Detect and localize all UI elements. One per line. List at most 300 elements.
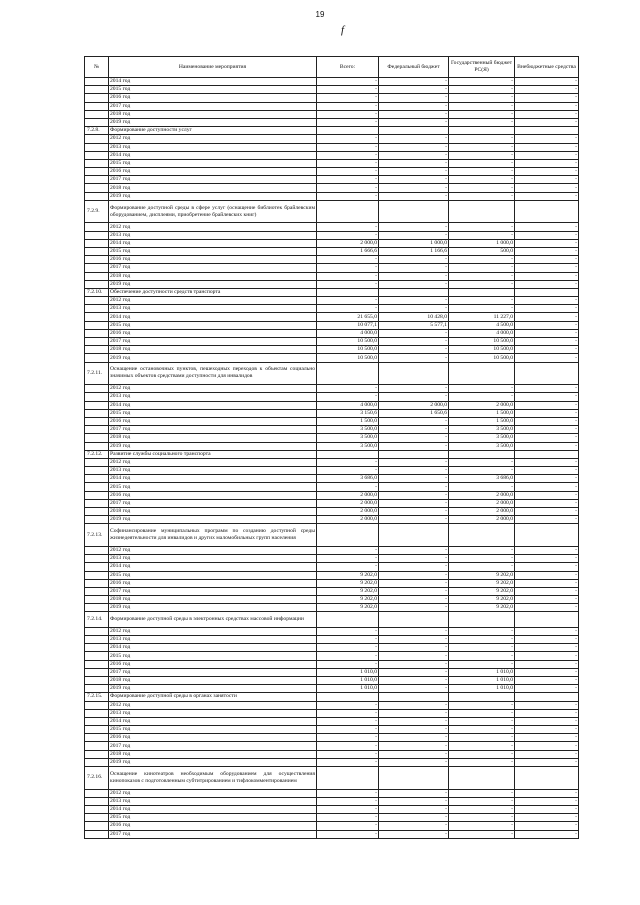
year-label: 2016 год bbox=[109, 94, 317, 102]
total-cell: - bbox=[317, 151, 379, 159]
extrabudget-cell: - bbox=[515, 192, 579, 200]
total-cell: - bbox=[317, 272, 379, 280]
table-row bbox=[85, 612, 579, 627]
state-cell: 9 202,0 bbox=[449, 579, 515, 587]
year-label: 2019 год bbox=[109, 758, 317, 766]
total-cell bbox=[317, 524, 379, 547]
total-cell: - bbox=[317, 143, 379, 151]
state-cell: - bbox=[449, 734, 515, 742]
table-row bbox=[85, 627, 579, 635]
row-number: 7.2.8. bbox=[85, 127, 109, 135]
state-cell: - bbox=[449, 822, 515, 830]
year-label: 2019 год bbox=[109, 604, 317, 612]
state-cell: - bbox=[449, 143, 515, 151]
year-label: 2016 год bbox=[109, 417, 317, 425]
federal-cell: - bbox=[379, 168, 449, 176]
state-cell: - bbox=[449, 750, 515, 758]
measure-title: Формирование доступной среды в электронных средствах массовой информации bbox=[109, 612, 317, 627]
extrabudget-cell: - bbox=[515, 797, 579, 805]
federal-cell: - bbox=[379, 758, 449, 766]
total-cell: - bbox=[317, 627, 379, 635]
row-number bbox=[85, 313, 109, 321]
year-label: 2014 год bbox=[109, 239, 317, 247]
table-row bbox=[85, 797, 579, 805]
year-label: 2014 год bbox=[109, 475, 317, 483]
extrabudget-cell: - bbox=[515, 338, 579, 346]
extrabudget-cell: - bbox=[515, 660, 579, 668]
row-number bbox=[85, 701, 109, 709]
table-row bbox=[85, 338, 579, 346]
row-number bbox=[85, 636, 109, 644]
row-number bbox=[85, 516, 109, 524]
state-cell: - bbox=[449, 789, 515, 797]
year-label: 2018 год bbox=[109, 596, 317, 604]
table-row bbox=[85, 685, 579, 693]
extrabudget-cell: - bbox=[515, 176, 579, 184]
row-number bbox=[85, 668, 109, 676]
state-cell: - bbox=[449, 483, 515, 491]
row-number bbox=[85, 830, 109, 838]
state-cell: - bbox=[449, 709, 515, 717]
total-cell: - bbox=[317, 806, 379, 814]
table-row bbox=[85, 401, 579, 409]
year-label: 2013 год bbox=[109, 231, 317, 239]
extrabudget-cell: - bbox=[515, 442, 579, 450]
total-cell: 3 500,0 bbox=[317, 434, 379, 442]
year-label: 2016 год bbox=[109, 329, 317, 337]
federal-cell: - bbox=[379, 192, 449, 200]
table-row bbox=[85, 231, 579, 239]
extrabudget-cell: - bbox=[515, 94, 579, 102]
state-cell: 1 010,0 bbox=[449, 668, 515, 676]
year-label: 2017 год bbox=[109, 176, 317, 184]
year-label: 2017 год bbox=[109, 587, 317, 595]
table-row bbox=[85, 168, 579, 176]
row-number bbox=[85, 338, 109, 346]
extrabudget-cell: - bbox=[515, 508, 579, 516]
total-cell: - bbox=[317, 231, 379, 239]
table-row bbox=[85, 426, 579, 434]
federal-cell: - bbox=[379, 151, 449, 159]
extrabudget-cell: - bbox=[515, 434, 579, 442]
state-cell: - bbox=[449, 159, 515, 167]
federal-cell: - bbox=[379, 329, 449, 337]
state-cell: - bbox=[449, 555, 515, 563]
extrabudget-cell: - bbox=[515, 546, 579, 554]
extrabudget-cell: - bbox=[515, 652, 579, 660]
total-cell: 9 202,0 bbox=[317, 571, 379, 579]
extrabudget-cell: - bbox=[515, 726, 579, 734]
year-label: 2015 год bbox=[109, 652, 317, 660]
table-row bbox=[85, 717, 579, 725]
year-label: 2013 год bbox=[109, 305, 317, 313]
table-row bbox=[85, 596, 579, 604]
total-cell: - bbox=[317, 555, 379, 563]
row-number bbox=[85, 401, 109, 409]
state-cell: - bbox=[449, 94, 515, 102]
total-cell: 9 202,0 bbox=[317, 596, 379, 604]
state-cell: 500,0 bbox=[449, 247, 515, 255]
measure-title: Развитие службы социального транспорта bbox=[109, 450, 317, 458]
total-cell: 2 000,0 bbox=[317, 508, 379, 516]
state-cell: - bbox=[449, 118, 515, 126]
table-row bbox=[85, 571, 579, 579]
row-number bbox=[85, 321, 109, 329]
year-label: 2012 год bbox=[109, 458, 317, 466]
extrabudget-cell: - bbox=[515, 491, 579, 499]
federal-cell: - bbox=[379, 491, 449, 499]
total-cell: - bbox=[317, 701, 379, 709]
table-row bbox=[85, 135, 579, 143]
table-row bbox=[85, 563, 579, 571]
total-cell: 2 000,0 bbox=[317, 239, 379, 247]
header-total: Всего: bbox=[317, 57, 379, 78]
table-row bbox=[85, 546, 579, 554]
federal-cell: - bbox=[379, 668, 449, 676]
year-label: 2015 год bbox=[109, 726, 317, 734]
row-number bbox=[85, 555, 109, 563]
row-number bbox=[85, 546, 109, 554]
row-number bbox=[85, 192, 109, 200]
table-row bbox=[85, 668, 579, 676]
state-cell: - bbox=[449, 563, 515, 571]
table-row bbox=[85, 508, 579, 516]
row-number bbox=[85, 102, 109, 110]
state-cell: - bbox=[449, 176, 515, 184]
federal-cell bbox=[379, 524, 449, 547]
year-label: 2017 год bbox=[109, 338, 317, 346]
measure-title: Формирование доступной среды в сфере услуг (оснащение библиотек брайлевским оборудованием, дисплеями, приобретение брайлевских книг) bbox=[109, 200, 317, 223]
federal-cell: - bbox=[379, 555, 449, 563]
row-number bbox=[85, 78, 109, 86]
table-row bbox=[85, 693, 579, 701]
federal-cell: - bbox=[379, 685, 449, 693]
table-row bbox=[85, 726, 579, 734]
year-label: 2019 год bbox=[109, 280, 317, 288]
header-extrabudget: Внебюджетные средства bbox=[515, 57, 579, 78]
total-cell: 3 686,0 bbox=[317, 475, 379, 483]
extrabudget-cell: - bbox=[515, 184, 579, 192]
table-row bbox=[85, 587, 579, 595]
federal-cell: 2 000,0 bbox=[379, 401, 449, 409]
total-cell: - bbox=[317, 789, 379, 797]
year-label: 2018 год bbox=[109, 434, 317, 442]
federal-cell: - bbox=[379, 417, 449, 425]
row-number bbox=[85, 247, 109, 255]
row-number bbox=[85, 652, 109, 660]
state-cell: 2 000,0 bbox=[449, 516, 515, 524]
row-number bbox=[85, 409, 109, 417]
year-label: 2019 год bbox=[109, 516, 317, 524]
state-cell: - bbox=[449, 280, 515, 288]
row-number bbox=[85, 305, 109, 313]
row-number bbox=[85, 726, 109, 734]
table-row bbox=[85, 200, 579, 223]
total-cell: 21 655,0 bbox=[317, 313, 379, 321]
state-cell: - bbox=[449, 305, 515, 313]
federal-cell bbox=[379, 612, 449, 627]
table-header-row bbox=[85, 57, 579, 78]
total-cell bbox=[317, 693, 379, 701]
state-cell: - bbox=[449, 806, 515, 814]
table-row bbox=[85, 118, 579, 126]
federal-cell: - bbox=[379, 806, 449, 814]
total-cell: - bbox=[317, 750, 379, 758]
table-row bbox=[85, 176, 579, 184]
row-number bbox=[85, 491, 109, 499]
state-cell: 1 500,0 bbox=[449, 417, 515, 425]
state-cell bbox=[449, 127, 515, 135]
year-label: 2019 год bbox=[109, 685, 317, 693]
row-number bbox=[85, 797, 109, 805]
total-cell: - bbox=[317, 168, 379, 176]
row-number: 7.2.16. bbox=[85, 767, 109, 790]
extrabudget-cell: - bbox=[515, 305, 579, 313]
year-label: 2012 год bbox=[109, 546, 317, 554]
state-cell: - bbox=[449, 636, 515, 644]
state-cell: 2 000,0 bbox=[449, 491, 515, 499]
row-number bbox=[85, 151, 109, 159]
federal-cell: - bbox=[379, 483, 449, 491]
federal-cell: 1 650,6 bbox=[379, 409, 449, 417]
row-number: 7.2.10. bbox=[85, 288, 109, 296]
total-cell: - bbox=[317, 742, 379, 750]
extrabudget-cell: - bbox=[515, 247, 579, 255]
measure-title: Оснащение кинотеатров необходимым оборудованием для осуществления кинопоказов с подготовленным субтитрированием и тифлокомментированием bbox=[109, 767, 317, 790]
table-row bbox=[85, 742, 579, 750]
row-number bbox=[85, 604, 109, 612]
table-row bbox=[85, 814, 579, 822]
row-number bbox=[85, 86, 109, 94]
table-row bbox=[85, 701, 579, 709]
total-cell: - bbox=[317, 467, 379, 475]
total-cell: 3 150,6 bbox=[317, 409, 379, 417]
row-number bbox=[85, 475, 109, 483]
table-row bbox=[85, 288, 579, 296]
federal-cell: - bbox=[379, 652, 449, 660]
total-cell: 4 000,0 bbox=[317, 401, 379, 409]
row-number bbox=[85, 508, 109, 516]
row-number bbox=[85, 94, 109, 102]
row-number bbox=[85, 750, 109, 758]
state-cell: - bbox=[449, 264, 515, 272]
row-number bbox=[85, 685, 109, 693]
total-cell: 4 000,0 bbox=[317, 329, 379, 337]
table-row bbox=[85, 409, 579, 417]
federal-cell: - bbox=[379, 563, 449, 571]
federal-cell: - bbox=[379, 385, 449, 393]
table-row bbox=[85, 247, 579, 255]
state-cell: - bbox=[449, 652, 515, 660]
year-label: 2018 год bbox=[109, 110, 317, 118]
row-number bbox=[85, 346, 109, 354]
federal-cell: - bbox=[379, 102, 449, 110]
table-row bbox=[85, 143, 579, 151]
extrabudget-cell: - bbox=[515, 297, 579, 305]
federal-cell: - bbox=[379, 571, 449, 579]
header-name: Наименование мероприятия bbox=[109, 57, 317, 78]
state-cell: 2 000,0 bbox=[449, 499, 515, 507]
year-label: 2017 год bbox=[109, 742, 317, 750]
extrabudget-cell: - bbox=[515, 555, 579, 563]
total-cell: - bbox=[317, 223, 379, 231]
row-number bbox=[85, 426, 109, 434]
extrabudget-cell: - bbox=[515, 401, 579, 409]
year-label: 2015 год bbox=[109, 321, 317, 329]
table-row bbox=[85, 767, 579, 790]
state-cell: - bbox=[449, 223, 515, 231]
total-cell: - bbox=[317, 726, 379, 734]
state-cell: - bbox=[449, 627, 515, 635]
row-number bbox=[85, 442, 109, 450]
extrabudget-cell: - bbox=[515, 231, 579, 239]
table-row bbox=[85, 579, 579, 587]
federal-cell: - bbox=[379, 458, 449, 466]
extrabudget-cell bbox=[515, 127, 579, 135]
year-label: 2013 год bbox=[109, 393, 317, 401]
row-number bbox=[85, 660, 109, 668]
state-cell: 1 000,0 bbox=[449, 239, 515, 247]
table-row bbox=[85, 239, 579, 247]
total-cell: 1 500,0 bbox=[317, 417, 379, 425]
state-cell: - bbox=[449, 644, 515, 652]
table-row bbox=[85, 94, 579, 102]
total-cell: 1 010,0 bbox=[317, 676, 379, 684]
extrabudget-cell: - bbox=[515, 354, 579, 362]
extrabudget-cell: - bbox=[515, 417, 579, 425]
row-number bbox=[85, 280, 109, 288]
table-row bbox=[85, 354, 579, 362]
extrabudget-cell: - bbox=[515, 280, 579, 288]
extrabudget-cell bbox=[515, 612, 579, 627]
federal-cell bbox=[379, 127, 449, 135]
federal-cell: - bbox=[379, 579, 449, 587]
extrabudget-cell: - bbox=[515, 604, 579, 612]
row-number bbox=[85, 483, 109, 491]
total-cell: 2 000,0 bbox=[317, 516, 379, 524]
federal-cell: - bbox=[379, 426, 449, 434]
state-cell: - bbox=[449, 660, 515, 668]
total-cell: - bbox=[317, 159, 379, 167]
federal-cell: 5 577,1 bbox=[379, 321, 449, 329]
federal-cell: - bbox=[379, 475, 449, 483]
state-cell bbox=[449, 200, 515, 223]
state-cell: - bbox=[449, 758, 515, 766]
total-cell: 3 500,0 bbox=[317, 442, 379, 450]
year-label: 2016 год bbox=[109, 256, 317, 264]
row-number bbox=[85, 143, 109, 151]
budget-table bbox=[84, 56, 579, 839]
total-cell bbox=[317, 127, 379, 135]
table-row bbox=[85, 417, 579, 425]
extrabudget-cell: - bbox=[515, 159, 579, 167]
row-number bbox=[85, 758, 109, 766]
header-state: Государственный бюджет РС(Я) bbox=[449, 57, 515, 78]
state-cell: 2 000,0 bbox=[449, 508, 515, 516]
extrabudget-cell: - bbox=[515, 830, 579, 838]
extrabudget-cell: - bbox=[515, 789, 579, 797]
year-label: 2016 год bbox=[109, 168, 317, 176]
extrabudget-cell: - bbox=[515, 426, 579, 434]
total-cell: - bbox=[317, 305, 379, 313]
state-cell: 9 202,0 bbox=[449, 596, 515, 604]
state-cell: - bbox=[449, 393, 515, 401]
state-cell: 1 010,0 bbox=[449, 685, 515, 693]
table-row bbox=[85, 458, 579, 466]
total-cell: - bbox=[317, 118, 379, 126]
extrabudget-cell: - bbox=[515, 321, 579, 329]
year-label: 2019 год bbox=[109, 118, 317, 126]
year-label: 2012 год bbox=[109, 135, 317, 143]
row-number bbox=[85, 579, 109, 587]
year-label: 2014 год bbox=[109, 151, 317, 159]
federal-cell bbox=[379, 200, 449, 223]
row-number bbox=[85, 272, 109, 280]
table-row bbox=[85, 110, 579, 118]
extrabudget-cell: - bbox=[515, 223, 579, 231]
row-number bbox=[85, 467, 109, 475]
year-label: 2018 год bbox=[109, 750, 317, 758]
extrabudget-cell: - bbox=[515, 135, 579, 143]
table-row bbox=[85, 192, 579, 200]
row-number: 7.2.9. bbox=[85, 200, 109, 223]
extrabudget-cell: - bbox=[515, 579, 579, 587]
table-row bbox=[85, 256, 579, 264]
total-cell: - bbox=[317, 385, 379, 393]
table-row bbox=[85, 806, 579, 814]
table-row bbox=[85, 442, 579, 450]
row-number bbox=[85, 329, 109, 337]
year-label: 2017 год bbox=[109, 102, 317, 110]
year-label: 2014 год bbox=[109, 644, 317, 652]
total-cell: - bbox=[317, 563, 379, 571]
table-row bbox=[85, 151, 579, 159]
year-label: 2014 год bbox=[109, 717, 317, 725]
row-number: 7.2.12. bbox=[85, 450, 109, 458]
federal-cell: - bbox=[379, 442, 449, 450]
extrabudget-cell: - bbox=[515, 118, 579, 126]
extrabudget-cell: - bbox=[515, 272, 579, 280]
extrabudget-cell: - bbox=[515, 627, 579, 635]
table-row bbox=[85, 272, 579, 280]
table-row bbox=[85, 102, 579, 110]
total-cell: - bbox=[317, 652, 379, 660]
total-cell: - bbox=[317, 709, 379, 717]
table-row bbox=[85, 321, 579, 329]
total-cell: 3 500,0 bbox=[317, 426, 379, 434]
state-cell: 3 500,0 bbox=[449, 442, 515, 450]
state-cell: - bbox=[449, 151, 515, 159]
state-cell bbox=[449, 362, 515, 385]
total-cell bbox=[317, 288, 379, 296]
total-cell: 1 010,0 bbox=[317, 668, 379, 676]
state-cell: - bbox=[449, 830, 515, 838]
federal-cell: - bbox=[379, 393, 449, 401]
total-cell: - bbox=[317, 660, 379, 668]
total-cell: - bbox=[317, 280, 379, 288]
extrabudget-cell: - bbox=[515, 102, 579, 110]
extrabudget-cell: - bbox=[515, 636, 579, 644]
extrabudget-cell: - bbox=[515, 571, 579, 579]
federal-cell: - bbox=[379, 789, 449, 797]
total-cell: - bbox=[317, 717, 379, 725]
extrabudget-cell: - bbox=[515, 467, 579, 475]
year-label: 2017 год bbox=[109, 426, 317, 434]
state-cell bbox=[449, 288, 515, 296]
federal-cell: - bbox=[379, 830, 449, 838]
total-cell: 10 500,0 bbox=[317, 338, 379, 346]
state-cell: - bbox=[449, 272, 515, 280]
